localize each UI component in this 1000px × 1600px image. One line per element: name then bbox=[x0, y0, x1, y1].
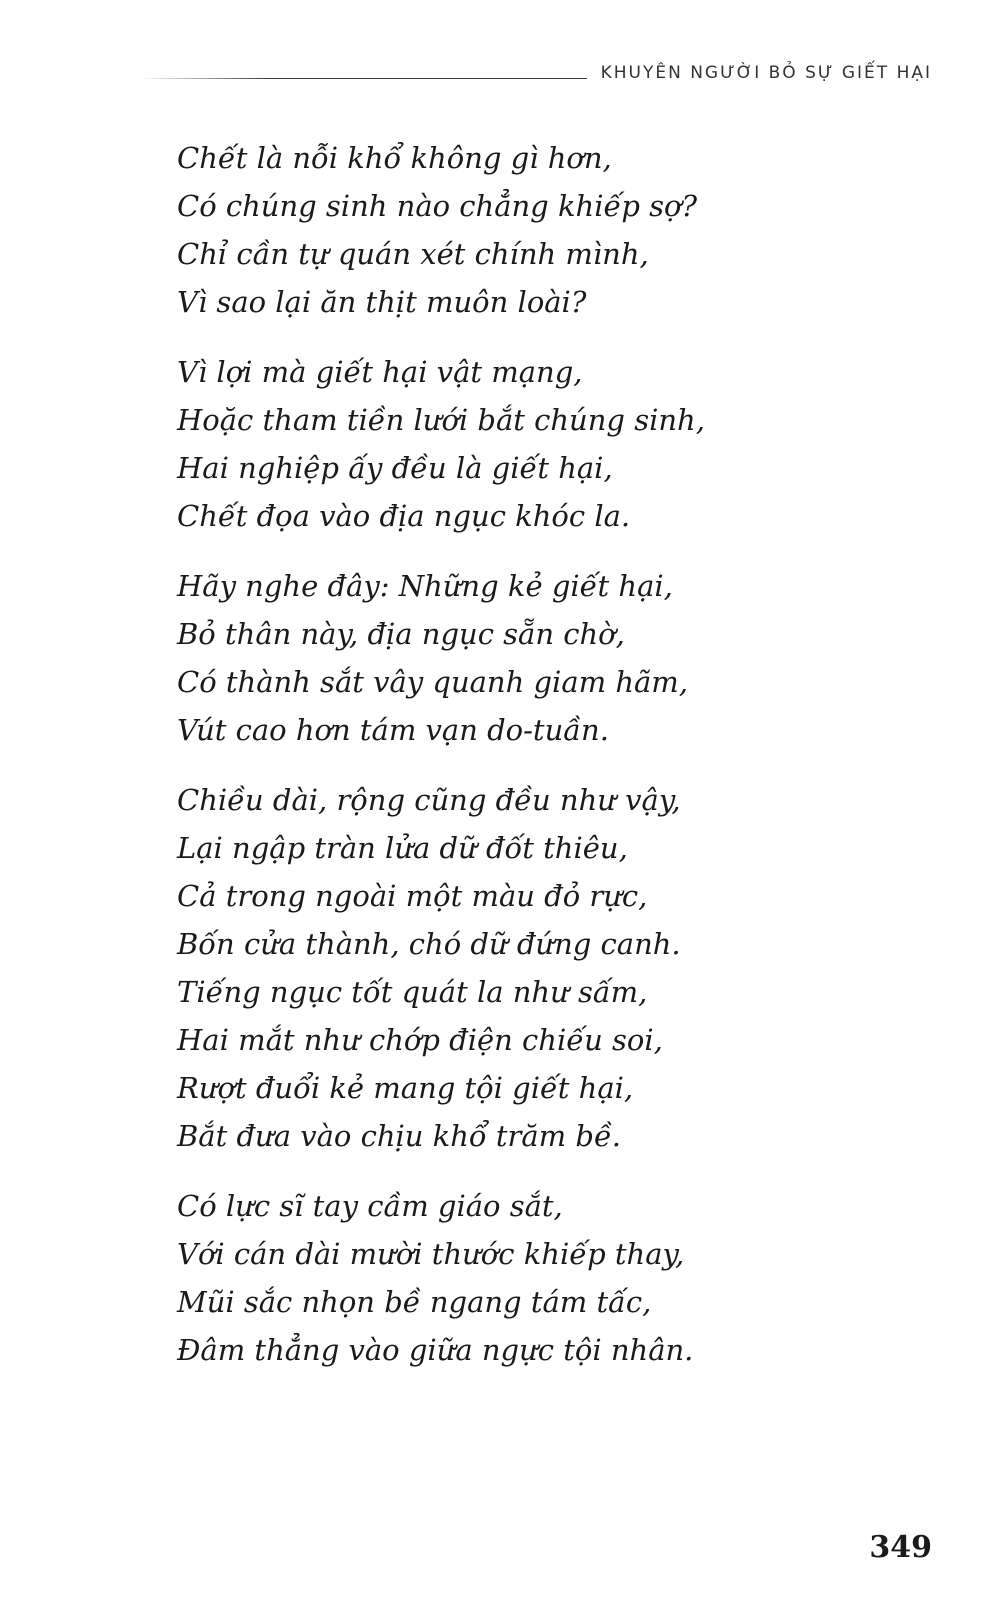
verse-line: Có lực sĩ tay cầm giáo sắt, bbox=[177, 1189, 563, 1223]
verse-line: Vút cao hơn tám vạn do-tuần. bbox=[177, 713, 609, 747]
running-header-title: KHUYÊN NGƯỜI BỎ SỰ GIẾT HẠI bbox=[600, 63, 932, 83]
verse-line: Lại ngập tràn lửa dữ đốt thiêu, bbox=[177, 831, 628, 865]
verse-line: Chết đọa vào địa ngục khóc la. bbox=[177, 499, 631, 533]
verse-line: Có chúng sinh nào chẳng khiếp sợ? bbox=[177, 189, 698, 223]
verse-line: Cả trong ngoài một màu đỏ rực, bbox=[177, 879, 648, 913]
verse-line: Mũi sắc nhọn bề ngang tám tấc, bbox=[177, 1285, 652, 1319]
verse-line: Rượt đuổi kẻ mang tội giết hại, bbox=[177, 1071, 634, 1105]
stanza-1 bbox=[177, 134, 897, 326]
running-header bbox=[140, 58, 932, 88]
verse-line: Hoặc tham tiền lưới bắt chúng sinh, bbox=[177, 403, 705, 437]
verse-line: Bốn cửa thành, chó dữ đứng canh. bbox=[177, 927, 681, 961]
page-number: 349 bbox=[869, 1530, 932, 1565]
verse-line: Chiều dài, rộng cũng đều như vậy, bbox=[177, 783, 681, 817]
verse-line: Đâm thẳng vào giữa ngực tội nhân. bbox=[177, 1333, 694, 1367]
verse-line: Hãy nghe đây: Những kẻ giết hại, bbox=[177, 569, 673, 603]
poem-body bbox=[177, 134, 897, 1396]
stanza-2 bbox=[177, 348, 897, 540]
header-rule-fade bbox=[140, 58, 270, 88]
stanza-3 bbox=[177, 562, 897, 754]
verse-line: Chết là nỗi khổ không gì hơn, bbox=[177, 141, 612, 175]
verse-line: Chỉ cần tự quán xét chính mình, bbox=[177, 237, 649, 271]
verse-line: Bỏ thân này, địa ngục sẵn chờ, bbox=[177, 617, 625, 651]
stanza-4 bbox=[177, 776, 897, 1160]
verse-line: Hai nghiệp ấy đều là giết hại, bbox=[177, 451, 613, 485]
verse-line: Vì lợi mà giết hại vật mạng, bbox=[177, 355, 583, 389]
verse-line: Hai mắt như chớp điện chiếu soi, bbox=[177, 1023, 663, 1057]
stanza-5 bbox=[177, 1182, 897, 1374]
verse-line: Có thành sắt vây quanh giam hãm, bbox=[177, 665, 689, 699]
verse-line: Với cán dài mười thước khiếp thay, bbox=[177, 1237, 685, 1271]
verse-line: Tiếng ngục tốt quát la như sấm, bbox=[177, 975, 648, 1009]
verse-line: Vì sao lại ăn thịt muôn loài? bbox=[177, 285, 587, 319]
verse-line: Bắt đưa vào chịu khổ trăm bề. bbox=[177, 1119, 622, 1153]
